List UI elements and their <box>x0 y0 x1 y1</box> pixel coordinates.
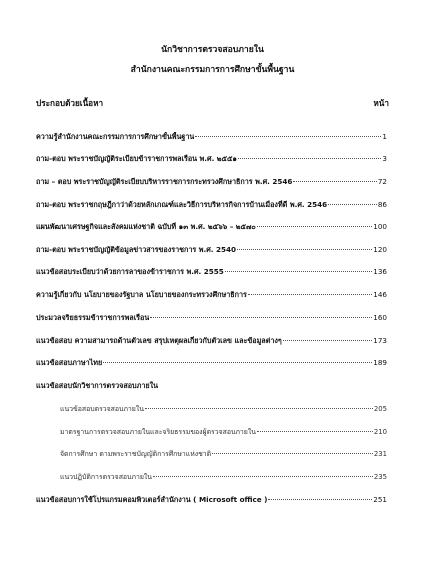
toc-entry-title: แนวข้อสอบนักวิชาการตรวจสอบภายใน <box>36 381 158 390</box>
toc-subentry <box>60 427 387 439</box>
toc-page-number: 231 <box>373 450 387 458</box>
toc-page-number: 146 <box>373 290 387 299</box>
toc-entry <box>36 245 387 257</box>
toc-entry-title: ประมวลจริยธรรมข้าราชการพลเรือน <box>36 313 150 322</box>
dot-leader <box>257 226 373 227</box>
toc-entry-title: แผนพัฒนาเศรษฐกิจและสังคมแห่งชาติ ฉบับที่ ๑๓ พ.ศ. ๒๕๖๖ – ๒๕๗๐ <box>36 222 256 231</box>
toc-page-number: 205 <box>373 405 387 413</box>
toc-page-number: 3 <box>382 154 387 163</box>
toc-entry <box>36 358 387 370</box>
toc-page-number: 251 <box>373 495 387 504</box>
toc-entry-title: ถาม-ตอบ พระราชบัญญัติข้อมูลข่าวสารของราชการ พ.ศ. 2540 <box>36 245 237 254</box>
dot-leader <box>268 499 372 500</box>
dot-leader <box>237 249 372 250</box>
toc-entry-title: ความรู้เกี่ยวกับ นโยบายของรัฐบาล นโยบายของกระทรวงศึกษาธิการ <box>36 290 247 299</box>
toc-entry <box>36 132 387 144</box>
toc-page-number: 210 <box>373 428 387 436</box>
document-title: นักวิชาการตรวจสอบภายใน <box>161 45 264 55</box>
dot-leader <box>293 181 376 182</box>
toc-entry-title: แนวข้อสอบตรวจสอบภายใน <box>60 405 144 413</box>
toc-entry <box>36 154 387 166</box>
toc-page-number: 136 <box>373 267 387 276</box>
toc-subentry <box>60 404 387 416</box>
dot-leader <box>225 271 373 272</box>
toc-entry <box>36 290 387 302</box>
toc-entry-title: แนวปฏิบัติการตรวจสอบภายใน <box>60 473 152 481</box>
toc-page-number: 72 <box>377 177 387 186</box>
dot-leader <box>212 453 373 454</box>
toc-subentry <box>60 472 387 484</box>
toc-section-heading <box>36 381 387 393</box>
toc-entry-title: ความรู้สำนักงานคณะกรรมการการศึกษาขั้นพื้นฐาน <box>36 132 195 141</box>
toc-page-number: 86 <box>377 200 387 209</box>
toc-entry-title: ถาม-ตอบ พระราชบัญญัติระเบียบข้าราชการพลเรือน พ.ศ. ๒๕๕๑ <box>36 154 237 163</box>
toc-entry <box>36 313 387 325</box>
dot-leader <box>195 136 381 137</box>
dot-leader <box>153 476 373 477</box>
toc-page-number: 173 <box>373 336 387 345</box>
dot-leader <box>328 204 377 205</box>
dot-leader <box>238 158 381 159</box>
toc-page-number: 120 <box>373 245 387 254</box>
toc-entry-title: ถาม-ตอบ พระราชกฤษฎีกาว่าด้วยหลักเกณฑ์และวิธีการบริหารกิจการบ้านเมืองที่ดี พ.ศ. 2546 <box>36 200 328 209</box>
toc-entry-title: แนวข้อสอบ ความสามารถด้านตัวเลข สรุปเหตุผลเกี่ยวกับตัวเลข และข้อมูลต่างๆ <box>36 336 282 345</box>
toc-entry <box>36 336 387 348</box>
dot-leader <box>248 294 372 295</box>
toc-entry-title: ถาม – ตอบ พระราชบัญญัติระเบียบบริหารราชการกระทรวงศึกษาธิการ พ.ศ. 2546 <box>36 177 293 186</box>
toc-page-number: 1 <box>382 132 387 141</box>
dot-leader <box>257 431 373 432</box>
toc-entry <box>36 200 387 212</box>
toc-entry-title: แนวข้อสอบระเบียบว่าด้วยการลาของข้าราชการ พ.ศ. 2555 <box>36 267 224 276</box>
toc-page-number: 100 <box>373 222 387 231</box>
toc-entry <box>36 495 387 507</box>
toc-subentry <box>60 449 387 461</box>
toc-entry <box>36 222 387 234</box>
toc-entry <box>36 267 387 279</box>
toc-entry <box>36 177 387 189</box>
toc-page-number: 235 <box>373 473 387 481</box>
toc-entry-title: แนวข้อสอบภาษาไทย <box>36 358 103 367</box>
page-column-header: หน้า <box>373 98 389 108</box>
dot-leader <box>150 317 372 318</box>
toc-page-number: 160 <box>373 313 387 322</box>
dot-leader <box>145 408 373 409</box>
toc-entry-title: แนวข้อสอบการใช้โปรแกรมคอมพิวเตอร์สำนักงาน ( Microsoft office ) <box>36 495 268 504</box>
dot-leader <box>283 340 372 341</box>
contents-header: ประกอบด้วยเนื้อหา <box>36 98 104 108</box>
toc-entry-title: จัดการศึกษา ตามพระราชบัญญัติการศึกษาแห่งชาติ <box>60 450 212 458</box>
toc-entry-title: มาตรฐานการตรวจสอบภายในและจริยธรรมของผู้ตรวจสอบภายใน <box>60 428 256 436</box>
dot-leader <box>103 362 372 363</box>
document-subtitle: สำนักงานคณะกรรมการการศึกษาขั้นพื้นฐาน <box>130 65 295 75</box>
toc-page-number: 189 <box>373 358 387 367</box>
